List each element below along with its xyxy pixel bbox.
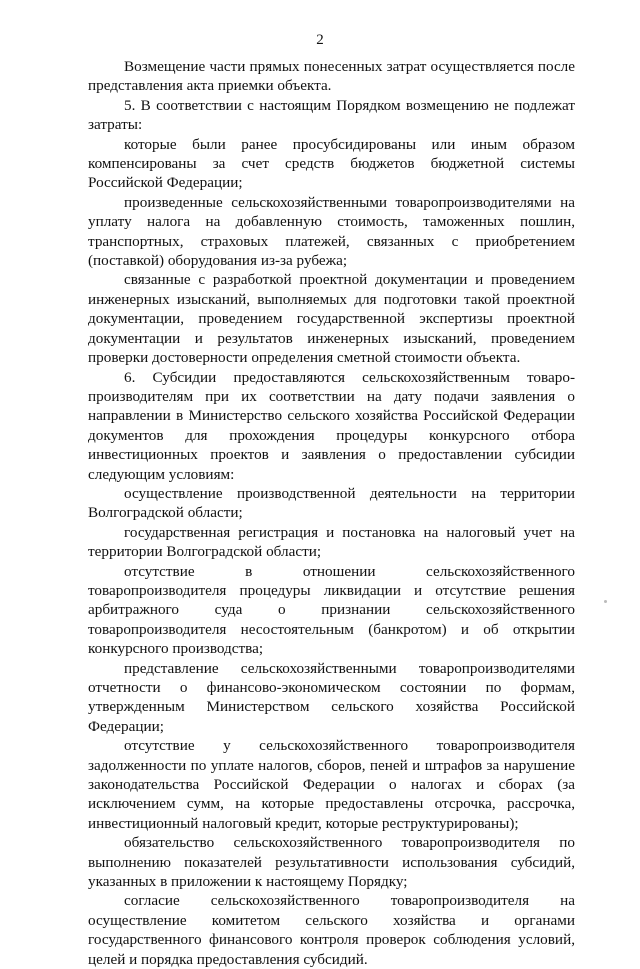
paragraph-reimbursement-after-acceptance: Возмещение части прямых понесенных затрат осуществляется после представления акта приемки объекта.: [88, 58, 575, 95]
paragraph-design-documentation-costs: связанные с разработкой проектной документации и проведением инженерных изысканий, выполняемых для подготовки такой проектной документации, проведением государственной экспертизы проектной документации и результатов инженерных изысканий, проведением проверки достоверности определения сметной стоимости объекта.: [88, 271, 575, 367]
paragraph-financial-reporting: представление сельскохозяйственными товаропроизводителями отчетности о финансово-экономическом состоянии по формам, утвержденным Министерством сельского хозяйства Российской Федерации;: [88, 659, 575, 735]
paragraph-activity-in-region: осуществление производственной деятельности на территории Волгоградской области;: [88, 484, 575, 522]
paragraph-consent-to-audit: согласие сельскохозяйственного товаропроизводителя на осуществление комитетом сельского хозяйства и органами государственного финансового контроля проверок соблюдения условий, целей и порядка предоставления субсидий.: [88, 892, 575, 968]
scan-dot: [604, 600, 607, 603]
paragraph-vat-customs-costs: произведенные сельскохозяйственными товаропроизводителями на уплату налога на добавленную стоимость, таможенных пошлин, транспортных, страховых платежей, связанных с приобретением (поставкой) оборудования из-за рубежа;: [88, 193, 575, 270]
paragraph-item-5-intro: 5. В соответствии с настоящим Порядком возмещению не подлежат затраты:: [88, 96, 575, 134]
paragraph-performance-obligation: обязательство сельскохозяйственного товаропроизводителя по выполнению показателей результативности использования субсидий, указанных в приложении к настоящему Порядку;: [88, 834, 575, 891]
page-number: 2: [316, 32, 324, 48]
document-body: [88, 57, 575, 969]
paragraph-no-liquidation: отсутствие в отношении сельскохозяйственного товаропроизводителя процедуры ликвидации и отсутствие решения арбитражного суда о признании сельскохозяйственного товаропроизводителя несостоятельным (банкротом) и об открытии конкурсного производства;: [88, 562, 575, 658]
paragraph-no-tax-debt: отсутствие у сельскохозяйственного товаропроизводителя задолженности по уплате налогов, сборов, пеней и штрафов за нарушение законодательства Российской Федерации о налогах и сборах (за исключением сумм, на которые предоставлены отсрочка, рассрочка, инвестиционный налоговый кредит, которые реструктурированы);: [88, 737, 575, 832]
paragraph-item-6-conditions: 6. Субсидии предоставляются сельскохозяйственным товаропроизводителям при их соответствии на дату подачи заявления о направлении в Министерство сельского хозяйства Российской Федерации документов для прохождения процедуры конкурсного отбора инвестиционных проектов и заявления о предоставлении субсидии следующим условиям:: [88, 368, 575, 483]
paragraph-previously-subsidized: которые были ранее просубсидированы или иным образом компенсированы за счет средств бюджетов бюджетной системы Российской Федерации;: [88, 135, 575, 192]
paragraph-tax-registration: государственная регистрация и постановка на налоговый учет на территории Волгоградской области;: [88, 523, 575, 561]
